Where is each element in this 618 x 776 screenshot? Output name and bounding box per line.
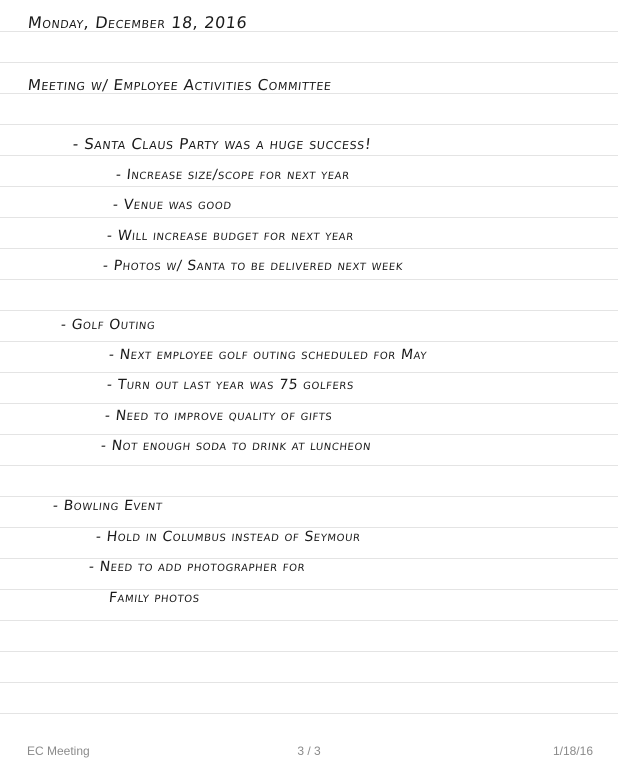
list-item: - Need to improve quality of gifts bbox=[104, 408, 334, 424]
note-title: Meeting w/ Employee Activities Committee bbox=[27, 76, 333, 94]
list-item: - Hold in Columbus instead of Seymour bbox=[95, 529, 362, 545]
list-item: Family photos bbox=[108, 590, 201, 606]
list-item: - Not enough soda to drink at luncheon bbox=[100, 438, 372, 454]
section-heading-golf-outing: - Golf Outing bbox=[60, 317, 157, 333]
list-item: - Venue was good bbox=[112, 197, 233, 213]
list-item: - Photos w/ Santa to be delivered next week bbox=[102, 258, 404, 274]
section-heading-bowling-event: - Bowling Event bbox=[52, 498, 164, 514]
list-item: - Need to add photographer for bbox=[88, 559, 307, 575]
section-heading-santa-party: - Santa Claus Party was a huge success! bbox=[72, 135, 373, 153]
note-date: Monday, December 18, 2016 bbox=[27, 13, 249, 32]
footer-date: 1/18/16 bbox=[552, 744, 593, 758]
list-item: - Turn out last year was 75 golfers bbox=[106, 377, 355, 393]
list-item: - Next employee golf outing scheduled for May bbox=[108, 347, 428, 363]
list-item: - Will increase budget for next year bbox=[106, 228, 355, 244]
document-name: EC Meeting bbox=[27, 744, 90, 758]
list-item: - Increase size/scope for next year bbox=[115, 167, 351, 183]
page-indicator: 3 / 3 bbox=[297, 744, 321, 758]
